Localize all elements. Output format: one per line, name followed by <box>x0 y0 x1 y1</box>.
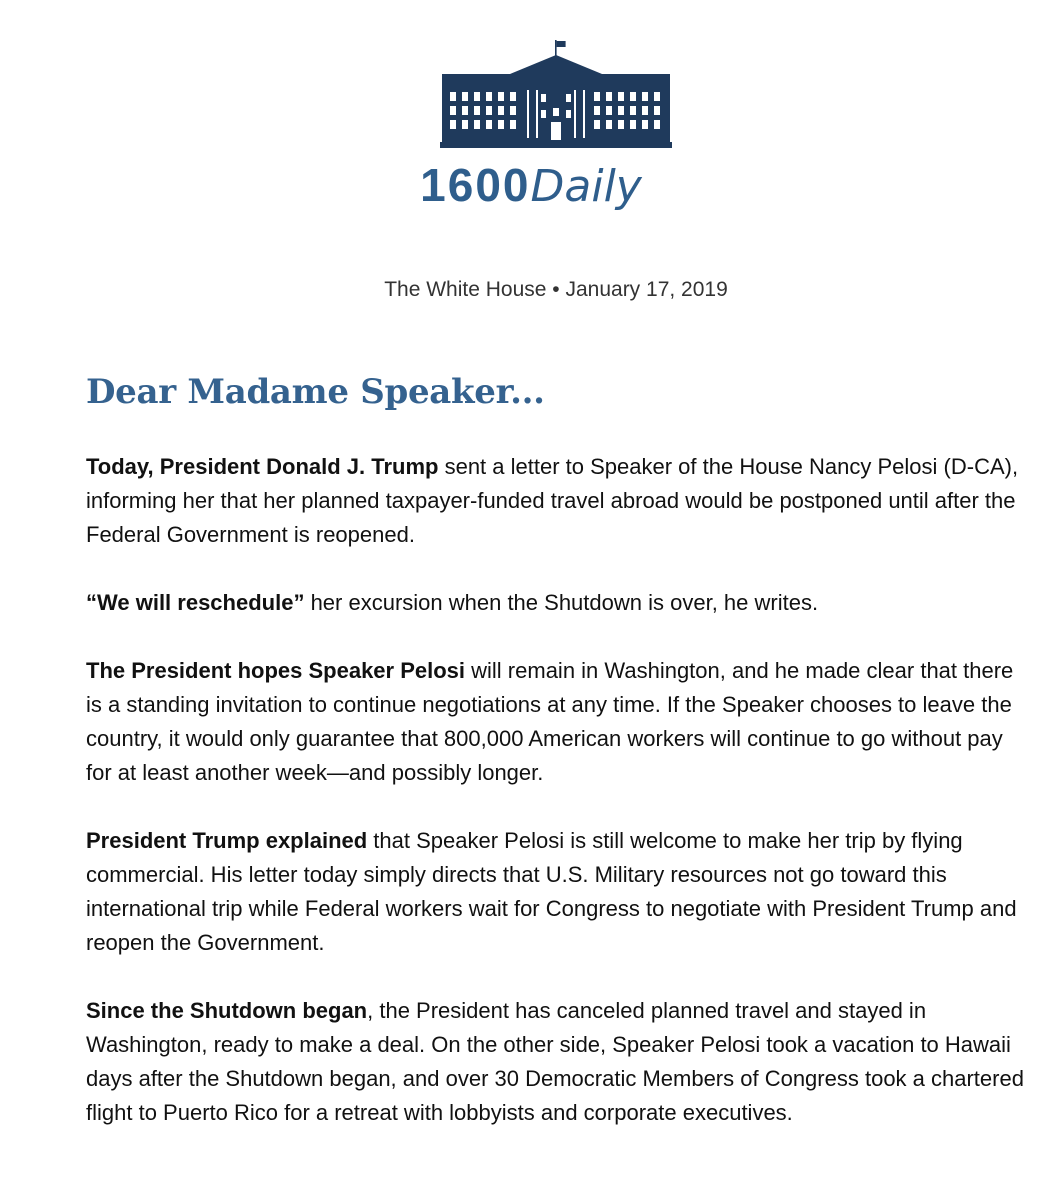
paragraph <box>86 586 1026 620</box>
paragraph-text: sent a letter to Speaker of the House Nancy Pelosi (D-CA), informing her that her planned taxpayer-funded travel abroad would be postponed until after the Federal Government is reopened. <box>86 454 1019 547</box>
paragraph-text: that Speaker Pelosi is still welcome to make her trip by flying commercial. His letter today simply directs that U.S. Military resources not go toward this international trip while Federal workers wait for Congress to negotiate with President Trump and reopen the Government. <box>86 828 1017 955</box>
brand-title <box>0 156 1062 216</box>
paragraph <box>86 450 1026 552</box>
brand-word: Daily <box>530 161 642 212</box>
paragraph-lead: The President hopes Speaker Pelosi <box>86 658 466 683</box>
paragraph <box>86 654 1026 790</box>
paragraph-text: her excursion when the Shutdown is over, he writes. <box>304 590 819 615</box>
paragraph-lead: President Trump explained <box>86 828 368 853</box>
paragraph-lead: Since the Shutdown began <box>86 998 368 1023</box>
paragraph-lead: “We will reschedule” <box>86 590 305 615</box>
headline: Dear Madame Speaker... <box>86 372 545 412</box>
paragraph-text: , the President has canceled planned travel and stayed in Washington, ready to make a deal. On the other side, Speaker Pelosi took a vacation to Hawaii days after the Shutdown began, and over 30 Democratic Members of Congress took a chartered flight to Puerto Rico for a retreat with lobbyists and corporate executives. <box>86 998 1024 1125</box>
paragraph <box>86 994 1026 1130</box>
paragraph-lead: Today, President Donald J. Trump <box>86 454 439 479</box>
byline: The White House • January 17, 2019 <box>384 278 728 301</box>
white-house-icon <box>440 38 672 148</box>
paragraph <box>86 824 1026 960</box>
paragraph-text: will remain in Washington, and he made clear that there is a standing invitation to continue negotiations at any time. If the Speaker chooses to leave the country, it would only guarantee that 800,000 American workers will continue to go without pay for at least another week—and possibly longer. <box>86 658 1014 785</box>
article-body <box>86 450 1026 1164</box>
brand-number: 1600 <box>420 159 531 211</box>
